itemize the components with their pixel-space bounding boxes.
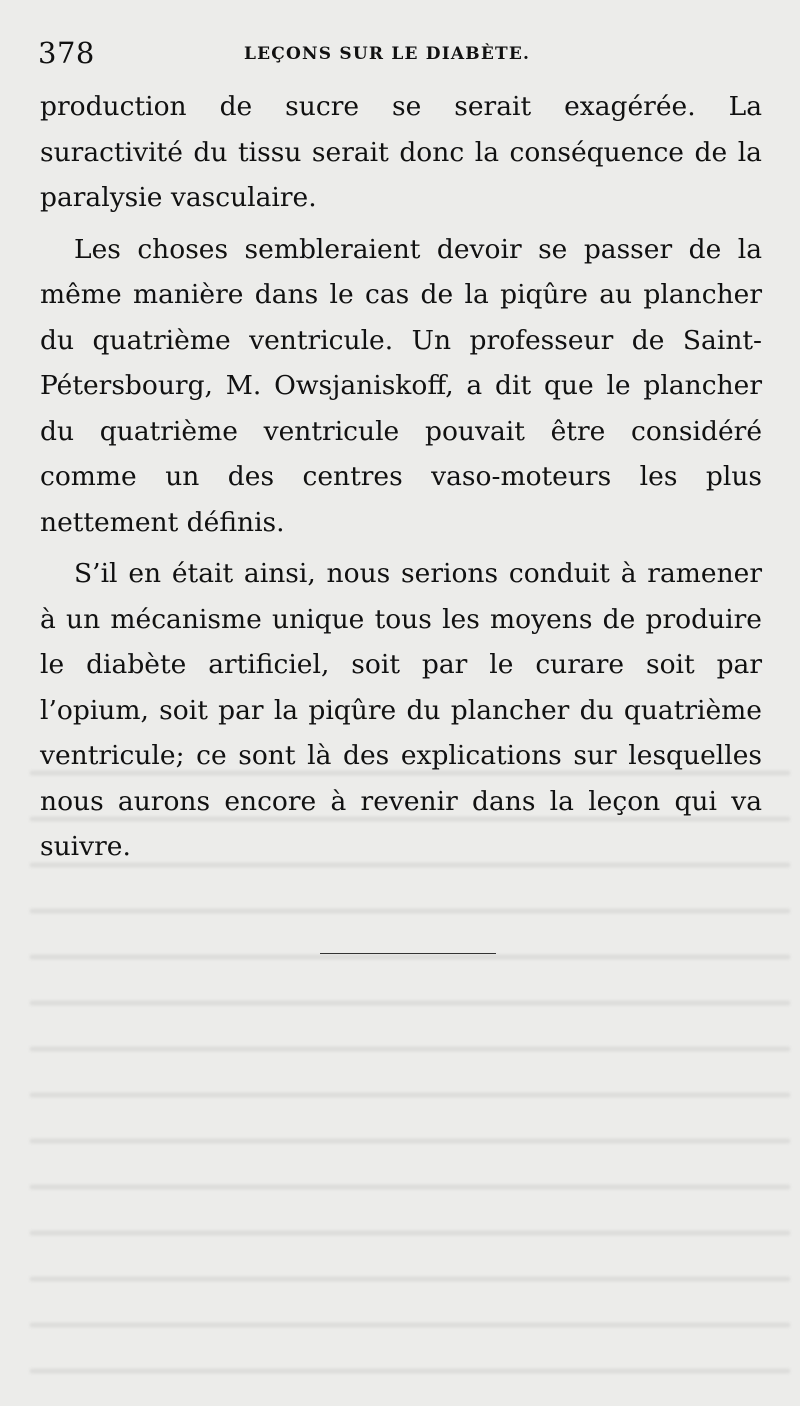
page-header — [38, 30, 760, 70]
section-end-rule — [320, 953, 496, 954]
running-title: LEÇONS SUR LE DIABÈTE. — [244, 44, 531, 64]
paragraph-1: production de sucre se serait exagérée. La suractivité du tissu serait donc la conséquence de la paralysie vasculaire. — [40, 91, 762, 213]
paragraph-2: Les choses sembleraient devoir se passer de la même manière dans le cas de la piqûre au plancher du quatrième ventricule. Un professeur de Saint-Pétersbourg, M. Owsjaniskoff, a dit que le plancher du quatrième ventricule pouvait être considéré comme un des centres vaso-moteurs les plus nettement définis. — [40, 233, 762, 538]
paragraph-3: S’il en était ainsi, nous serions conduit à ramener à un mécanisme unique tous les moyens de produire le diabète artificiel, soit par le curare soit par l’opium, soit par la piqûre du plancher du quatrième ventricule; ce sont là des explications sur lesquelles nous aurons encore à revenir dans la leçon qui va suivre. — [40, 558, 762, 862]
page-number: 378 — [38, 36, 95, 70]
body-text — [40, 84, 762, 870]
